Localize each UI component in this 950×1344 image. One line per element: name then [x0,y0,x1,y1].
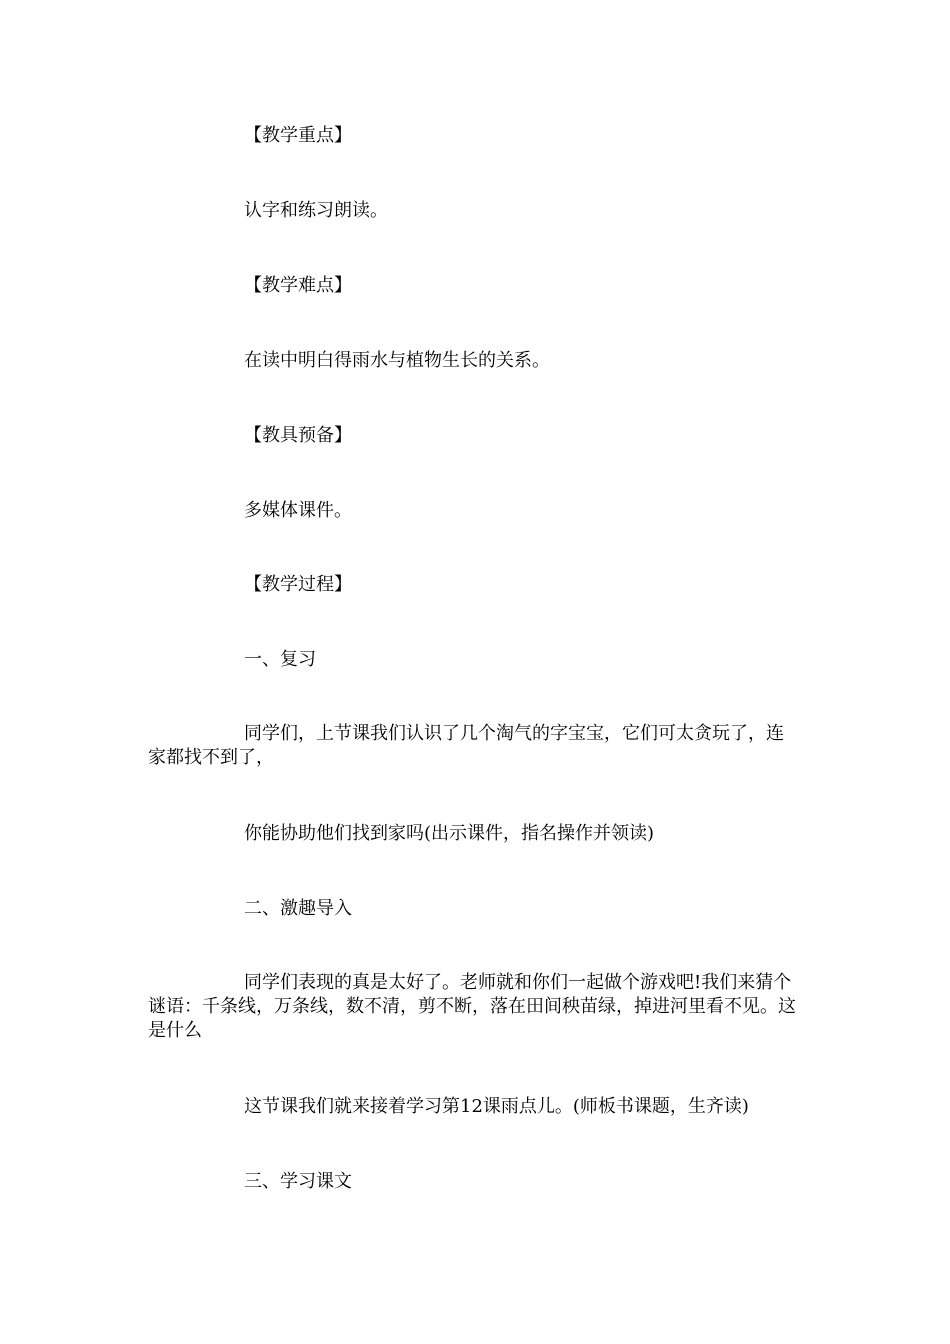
paragraph: 这节课我们就来接着学习第12课雨点儿。(师板书课题，生齐读) [244,1096,749,1117]
paragraph: 多媒体课件。 [244,500,352,521]
paragraph: 同学们表现的真是太好了。老师就和你们一起做个游戏吧!我们来猜个谜语：千条线，万条线，数不清，剪不断，落在田间秧苗绿，掉进河里看不见。这是什么 [148,972,796,1041]
heading-teaching-difficulty: 【教学难点】 [244,275,352,296]
paragraph: 在读中明白得雨水与植物生长的关系。 [244,350,550,371]
paragraph: 你能协助他们找到家吗(出示课件，指名操作并领读) [244,823,655,844]
section-heading-introduction: 二、激趣导入 [244,898,352,919]
paragraph: 认字和练习朗读。 [244,200,388,221]
paragraph: 同学们，上节课我们认识了几个淘气的字宝宝，它们可太贪玩了，连家都找不到了， [148,723,784,768]
heading-teaching-focus: 【教学重点】 [244,125,352,146]
section-heading-review: 一、复习 [244,649,316,670]
section-heading-learn-text: 三、学习课文 [244,1171,352,1192]
heading-teaching-aids: 【教具预备】 [244,425,352,446]
heading-teaching-process: 【教学过程】 [244,574,352,595]
